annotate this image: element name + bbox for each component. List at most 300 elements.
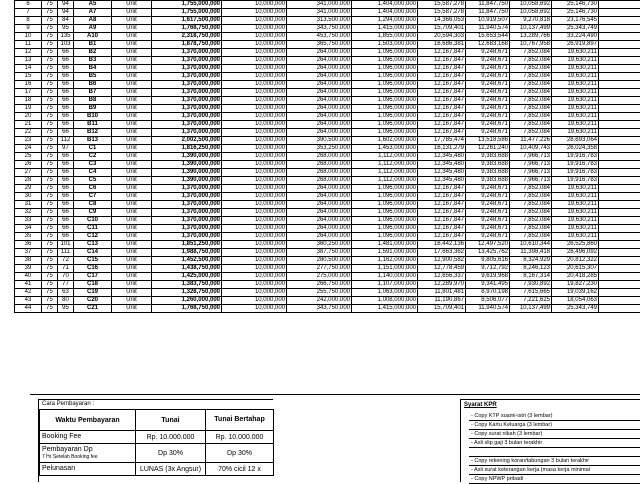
table-cell: 343,750,000 xyxy=(287,25,352,33)
table-cell: 268,000,000 xyxy=(287,169,352,177)
table-cell: 39 xyxy=(15,265,42,273)
table-cell: A10 xyxy=(74,33,112,41)
table-cell: 15,709,401 xyxy=(418,305,466,313)
table-cell: 111 xyxy=(58,249,74,257)
table-row xyxy=(15,289,640,297)
table-cell: 22 xyxy=(15,129,42,137)
table-cell: 1,096,000,000 xyxy=(352,113,418,121)
table-cell: 7,852,084 xyxy=(510,185,552,193)
table-cell: 19,039,162 xyxy=(552,289,599,297)
table-cell: 1,112,000,000 xyxy=(352,169,418,177)
table-cell: 14,366,053 xyxy=(418,17,466,25)
table-cell: 7,930,892 xyxy=(510,281,552,289)
table-cell: 8,506,077 xyxy=(466,297,510,305)
table-cell: 1,370,000,000 xyxy=(152,201,222,209)
table-cell: 75 xyxy=(42,201,58,209)
table-cell: 1,096,000,000 xyxy=(352,225,418,233)
table-cell: 10,000,000 xyxy=(222,49,287,57)
price-table xyxy=(14,0,640,313)
table-cell: 19,630,211 xyxy=(552,121,599,129)
table-cell: 28,496,092 xyxy=(552,249,599,257)
table-cell: 75 xyxy=(42,153,58,161)
table-cell: 9,712,792 xyxy=(466,265,510,273)
table-cell: 66 xyxy=(58,153,74,161)
table-cell: 7,852,084 xyxy=(510,97,552,105)
table-row xyxy=(15,9,640,17)
table-cell: B7 xyxy=(74,89,112,97)
table-row xyxy=(15,49,640,57)
table-cell: C11 xyxy=(74,225,112,233)
table-row xyxy=(15,33,640,41)
table-cell: 11,801,481 xyxy=(418,289,466,297)
table-cell: 1,591,000,000 xyxy=(352,249,418,257)
table-cell-empty xyxy=(599,161,640,169)
table-cell: 9,248,671 xyxy=(466,65,510,73)
table-cell: C8 xyxy=(74,201,112,209)
table-cell: 1,851,250,000 xyxy=(152,241,222,249)
table-cell: 42 xyxy=(15,289,42,297)
table-row xyxy=(15,65,640,73)
table-cell: 9,248,671 xyxy=(466,113,510,121)
table-row xyxy=(15,41,640,49)
table-cell: 75 xyxy=(42,233,58,241)
table-cell: A8 xyxy=(74,17,112,25)
kpr-item: - Copy Kartu Keluarga (3 lembar) xyxy=(469,421,640,430)
table-row xyxy=(15,81,640,89)
table-cell: 9,383,688 xyxy=(466,169,510,177)
table-cell: 7,966,713 xyxy=(510,161,552,169)
payment-table xyxy=(39,409,274,476)
table-cell: 84 xyxy=(58,17,74,25)
table-cell: Unit xyxy=(112,273,152,281)
payment-col-tunai: Tunai xyxy=(136,410,206,431)
table-cell: 12,167,847 xyxy=(418,113,466,121)
table-cell: 10,000,000 xyxy=(222,41,287,49)
table-row xyxy=(15,129,640,137)
table-cell-empty xyxy=(599,145,640,153)
table-cell: 9,248,671 xyxy=(466,193,510,201)
table-cell: 10,000,000 xyxy=(222,241,287,249)
table-cell: 11,847,750 xyxy=(466,9,510,17)
table-cell: 9,341,495 xyxy=(466,281,510,289)
table-cell: 14 xyxy=(15,65,42,73)
table-cell: 19,630,211 xyxy=(552,225,599,233)
table-cell: 97 xyxy=(58,145,74,153)
table-row xyxy=(15,137,640,145)
table-cell-empty xyxy=(599,25,640,33)
table-cell: 66 xyxy=(58,169,74,177)
table-cell: 1,370,000,000 xyxy=(152,73,222,81)
table-cell: 66 xyxy=(58,233,74,241)
table-cell: 10,000,000 xyxy=(222,153,287,161)
payment-label-cell xyxy=(40,444,136,463)
table-cell: Unit xyxy=(112,257,152,265)
table-cell: Unit xyxy=(112,177,152,185)
table-cell: 37 xyxy=(15,249,42,257)
table-cell: 10,610,344 xyxy=(510,241,552,249)
table-cell: 1,602,000,000 xyxy=(352,137,418,145)
table-cell: 10,000,000 xyxy=(222,97,287,105)
table-cell: 66 xyxy=(58,225,74,233)
table-cell: 9,248,671 xyxy=(466,121,510,129)
table-cell: 10,000,000 xyxy=(222,113,287,121)
table-cell: 9,248,671 xyxy=(466,233,510,241)
table-row xyxy=(15,121,640,129)
table-cell: 75 xyxy=(42,25,58,33)
table-cell: 26,525,860 xyxy=(552,241,599,249)
table-cell: 1,370,000,000 xyxy=(152,129,222,137)
table-cell-empty xyxy=(599,257,640,265)
table-cell: 10,058,692 xyxy=(510,1,552,9)
table-cell: 1,096,000,000 xyxy=(352,97,418,105)
table-cell: 19,916,783 xyxy=(552,177,599,185)
table-cell-empty xyxy=(599,121,640,129)
table-row xyxy=(15,89,640,97)
table-cell: 75 xyxy=(42,257,58,265)
table-cell: 27 xyxy=(15,169,42,177)
table-cell: 1,096,000,000 xyxy=(352,57,418,65)
table-row xyxy=(15,25,640,33)
table-row xyxy=(15,105,640,113)
table-cell: 28 xyxy=(15,177,42,185)
table-cell: 40 xyxy=(15,273,42,281)
table-cell: 264,000,000 xyxy=(287,57,352,65)
table-cell: Unit xyxy=(112,129,152,137)
table-cell: 75 xyxy=(42,249,58,257)
table-cell: 1,383,750,000 xyxy=(152,281,222,289)
table-cell: 19,827,230 xyxy=(552,281,599,289)
table-cell: 390,500,000 xyxy=(287,137,352,145)
table-cell: 7,852,084 xyxy=(510,73,552,81)
table-cell: 10,000,000 xyxy=(222,33,287,41)
table-cell: 7,966,713 xyxy=(510,169,552,177)
table-cell: 75 xyxy=(42,177,58,185)
payment-method-box xyxy=(38,399,273,482)
table-cell: 66 xyxy=(58,185,74,193)
table-cell: 20,812,322 xyxy=(552,257,599,265)
table-cell-empty xyxy=(599,33,640,41)
table-cell: 29 xyxy=(15,185,42,193)
table-cell: 13,518,586 xyxy=(466,137,510,145)
table-cell: 75 xyxy=(42,217,58,225)
table-cell: 1,438,750,000 xyxy=(152,265,222,273)
table-cell: Unit xyxy=(112,57,152,65)
table-cell: 66 xyxy=(58,57,74,65)
table-cell: 66 xyxy=(58,201,74,209)
table-cell: 1,370,000,000 xyxy=(152,185,222,193)
table-cell: Unit xyxy=(112,65,152,73)
table-cell: 11,190,867 xyxy=(418,297,466,305)
table-row xyxy=(15,297,640,305)
table-cell: B1 xyxy=(74,41,112,49)
table-cell-empty xyxy=(599,41,640,49)
table-cell: 16,686,381 xyxy=(418,41,466,49)
table-cell: 10,000,000 xyxy=(222,177,287,185)
table-cell: Unit xyxy=(112,121,152,129)
table-cell: 7,852,084 xyxy=(510,81,552,89)
table-cell: 66 xyxy=(58,129,74,137)
table-cell: 25,146,730 xyxy=(552,1,599,9)
table-cell: 264,000,000 xyxy=(287,233,352,241)
payment-label: Booking Fee xyxy=(42,433,133,441)
table-cell: 12,778,459 xyxy=(418,265,466,273)
table-cell: 19 xyxy=(15,105,42,113)
table-cell: 1,162,000,000 xyxy=(352,257,418,265)
table-cell: 103 xyxy=(58,41,74,49)
table-cell: 12,345,480 xyxy=(418,161,466,169)
table-cell: Unit xyxy=(112,225,152,233)
table-cell: 12,167,847 xyxy=(418,73,466,81)
kpr-requirements-box xyxy=(460,399,640,482)
table-cell: 10,000,000 xyxy=(222,121,287,129)
table-cell: 20,615,307 xyxy=(552,265,599,273)
table-cell: 264,000,000 xyxy=(287,225,352,233)
kpr-item xyxy=(469,448,640,457)
table-cell: B11 xyxy=(74,121,112,129)
table-cell: 264,000,000 xyxy=(287,193,352,201)
table-cell: 66 xyxy=(58,193,74,201)
table-cell: 10,000,000 xyxy=(222,81,287,89)
table-row xyxy=(15,145,640,153)
table-cell: 9,248,671 xyxy=(466,81,510,89)
table-cell-empty xyxy=(599,241,640,249)
table-cell: 7,852,084 xyxy=(510,129,552,137)
table-cell: 16 xyxy=(15,81,42,89)
table-cell-empty xyxy=(599,65,640,73)
table-cell: 11,940,574 xyxy=(466,25,510,33)
table-cell: 6 xyxy=(15,1,42,9)
table-cell: 44 xyxy=(15,305,42,313)
table-cell-empty xyxy=(599,225,640,233)
payment-bertahap-value: Dp 30% xyxy=(206,444,274,463)
payment-row xyxy=(40,444,274,463)
table-cell: Unit xyxy=(112,161,152,169)
table-cell: Unit xyxy=(112,281,152,289)
table-cell: 268,000,000 xyxy=(287,177,352,185)
table-cell: 1,755,000,000 xyxy=(152,1,222,9)
table-cell: 10,000,000 xyxy=(222,281,287,289)
table-cell: 1,404,000,000 xyxy=(352,1,418,9)
table-cell: 1,107,000,000 xyxy=(352,281,418,289)
table-cell: 19,630,211 xyxy=(552,185,599,193)
table-cell: 19,630,211 xyxy=(552,57,599,65)
table-cell: 1,063,000,000 xyxy=(352,289,418,297)
table-row xyxy=(15,249,640,257)
table-cell: 75 xyxy=(42,129,58,137)
table-cell: 10,000,000 xyxy=(222,225,287,233)
table-cell: 280,500,000 xyxy=(287,257,352,265)
table-cell: 2,002,500,000 xyxy=(152,137,222,145)
table-cell: C1 xyxy=(74,145,112,153)
payment-label: Pembayaran Dp xyxy=(42,446,133,454)
table-cell: C2 xyxy=(74,153,112,161)
table-cell: 264,000,000 xyxy=(287,97,352,105)
table-cell: 10,000,000 xyxy=(222,137,287,145)
kpr-item: - Asli surat keterangan kerja (masa kerja minimal xyxy=(469,466,640,475)
table-cell: 75 xyxy=(42,57,58,65)
table-cell: 1,151,000,000 xyxy=(352,265,418,273)
table-cell: 25,146,730 xyxy=(552,9,599,17)
kpr-list xyxy=(469,412,640,484)
table-cell-empty xyxy=(599,289,640,297)
table-cell: 8,970,198 xyxy=(466,289,510,297)
table-cell: B5 xyxy=(74,73,112,81)
table-cell: 10 xyxy=(15,33,42,41)
table-cell: Unit xyxy=(112,81,152,89)
table-cell: 75 xyxy=(42,89,58,97)
table-cell: 75 xyxy=(42,185,58,193)
table-cell-empty xyxy=(599,273,640,281)
table-cell: C21 xyxy=(74,305,112,313)
table-cell: 26 xyxy=(15,161,42,169)
table-cell-empty xyxy=(599,177,640,185)
table-row xyxy=(15,1,640,9)
table-cell: 10,000,000 xyxy=(222,209,287,217)
table-cell: 66 xyxy=(58,49,74,57)
table-cell: Unit xyxy=(112,201,152,209)
table-cell: 1,768,750,000 xyxy=(152,25,222,33)
table-cell: 1,096,000,000 xyxy=(352,65,418,73)
table-cell: 12,167,847 xyxy=(418,225,466,233)
table-cell: 1,878,750,000 xyxy=(152,41,222,49)
table-cell: 10,137,499 xyxy=(510,25,552,33)
table-cell: 19,630,211 xyxy=(552,113,599,121)
table-cell: 19,916,783 xyxy=(552,161,599,169)
table-cell: 12,345,480 xyxy=(418,169,466,177)
table-cell: 18 xyxy=(15,97,42,105)
table-cell: 9,383,688 xyxy=(466,153,510,161)
table-cell: 255,750,000 xyxy=(287,289,352,297)
table-cell: C7 xyxy=(74,193,112,201)
table-cell: 10,000,000 xyxy=(222,289,287,297)
table-row xyxy=(15,185,640,193)
table-cell: 75 xyxy=(42,265,58,273)
table-cell: 8,246,123 xyxy=(510,265,552,273)
table-cell: 94 xyxy=(58,9,74,17)
table-cell: 75 xyxy=(42,17,58,25)
table-row xyxy=(15,193,640,201)
payment-col-bertahap: Tunai Bertahap xyxy=(206,410,274,431)
table-cell: 18,054,063 xyxy=(552,297,599,305)
table-cell: 80 xyxy=(58,297,74,305)
table-cell: 1,008,000,000 xyxy=(352,297,418,305)
table-cell: 12,167,847 xyxy=(418,65,466,73)
table-cell: 10,000,000 xyxy=(222,185,287,193)
table-cell: C3 xyxy=(74,161,112,169)
table-cell: 7,852,084 xyxy=(510,217,552,225)
table-cell: 9,248,671 xyxy=(466,73,510,81)
table-cell: 1,112,000,000 xyxy=(352,177,418,185)
table-cell: 1,617,500,000 xyxy=(152,17,222,25)
kpr-title: Syarat KPR xyxy=(464,402,497,408)
table-cell: 341,000,000 xyxy=(287,9,352,17)
payment-bertahap-value: Rp. 10.000.000 xyxy=(206,431,274,444)
table-row xyxy=(15,17,640,25)
table-cell: 10,000,000 xyxy=(222,17,287,25)
table-cell-empty xyxy=(599,137,640,145)
table-cell: 10,000,000 xyxy=(222,65,287,73)
table-cell: 1,404,000,000 xyxy=(352,9,418,17)
table-cell: 10,000,000 xyxy=(222,217,287,225)
table-cell: 10,000,000 xyxy=(222,73,287,81)
kpr-item: - Copy rekening koran/tabungan 3 bulan terakhir xyxy=(469,457,640,466)
table-cell-empty xyxy=(599,217,640,225)
table-cell: 32 xyxy=(15,209,42,217)
table-cell: 75 xyxy=(42,113,58,121)
table-cell: Unit xyxy=(112,169,152,177)
table-cell: 66 xyxy=(58,177,74,185)
table-cell: 1,452,500,000 xyxy=(152,257,222,265)
table-cell: 1,096,000,000 xyxy=(352,129,418,137)
table-cell: 10,000,000 xyxy=(222,1,287,9)
table-row xyxy=(15,201,640,209)
table-cell: 75 xyxy=(42,193,58,201)
table-cell: 264,000,000 xyxy=(287,89,352,97)
table-cell: B13 xyxy=(74,137,112,145)
table-cell: 34 xyxy=(15,225,42,233)
table-cell: 9,383,688 xyxy=(466,161,510,169)
table-cell: 1,453,000,000 xyxy=(352,145,418,153)
table-cell: 7,221,625 xyxy=(510,297,552,305)
table-cell: 1,370,000,000 xyxy=(152,105,222,113)
table-cell: Unit xyxy=(112,89,152,97)
table-cell: 7,852,084 xyxy=(510,57,552,65)
table-cell: 1,390,000,000 xyxy=(152,169,222,177)
table-cell: 12,167,847 xyxy=(418,121,466,129)
table-cell: 10,000,000 xyxy=(222,201,287,209)
table-row xyxy=(15,209,640,217)
table-cell: 19,630,211 xyxy=(552,73,599,81)
table-cell: 1,755,000,000 xyxy=(152,9,222,17)
table-cell: 1,425,000,000 xyxy=(152,273,222,281)
table-cell: A5 xyxy=(74,1,112,9)
table-cell: 75 xyxy=(42,33,58,41)
table-cell-empty xyxy=(599,1,640,9)
table-cell: 12,345,480 xyxy=(418,153,466,161)
table-cell: 10,137,499 xyxy=(510,305,552,313)
kpr-item: - Copy KTP suami-istri (3 lembar) xyxy=(469,412,640,421)
table-row xyxy=(15,305,640,313)
table-cell: 19,630,211 xyxy=(552,201,599,209)
table-cell: 71 xyxy=(58,265,74,273)
table-cell: 13 xyxy=(15,57,42,65)
table-cell: 15,653,544 xyxy=(466,33,510,41)
table-cell: 12,167,847 xyxy=(418,201,466,209)
table-cell: 10,000,000 xyxy=(222,89,287,97)
table-cell: 75 xyxy=(42,137,58,145)
table-cell: 12,261,240 xyxy=(466,145,510,153)
table-cell: 264,000,000 xyxy=(287,105,352,113)
table-cell: 66 xyxy=(58,217,74,225)
table-cell: 1,096,000,000 xyxy=(352,73,418,81)
table-cell: 16,131,279 xyxy=(418,145,466,153)
table-cell: 94 xyxy=(58,1,74,9)
table-cell: C15 xyxy=(74,257,112,265)
table-cell: Unit xyxy=(112,305,152,313)
table-cell: C20 xyxy=(74,297,112,305)
payment-bertahap-value: 70% cicil 12 x xyxy=(206,463,274,476)
table-cell: 7,852,084 xyxy=(510,105,552,113)
table-cell: Unit xyxy=(112,289,152,297)
table-cell: 1,390,000,000 xyxy=(152,177,222,185)
table-row xyxy=(15,281,640,289)
table-cell-empty xyxy=(599,17,640,25)
table-cell: 75 xyxy=(42,169,58,177)
table-cell: 266,750,000 xyxy=(287,281,352,289)
table-cell: 9,248,671 xyxy=(466,57,510,65)
table-cell: 24 xyxy=(15,145,42,153)
table-cell-empty xyxy=(599,89,640,97)
